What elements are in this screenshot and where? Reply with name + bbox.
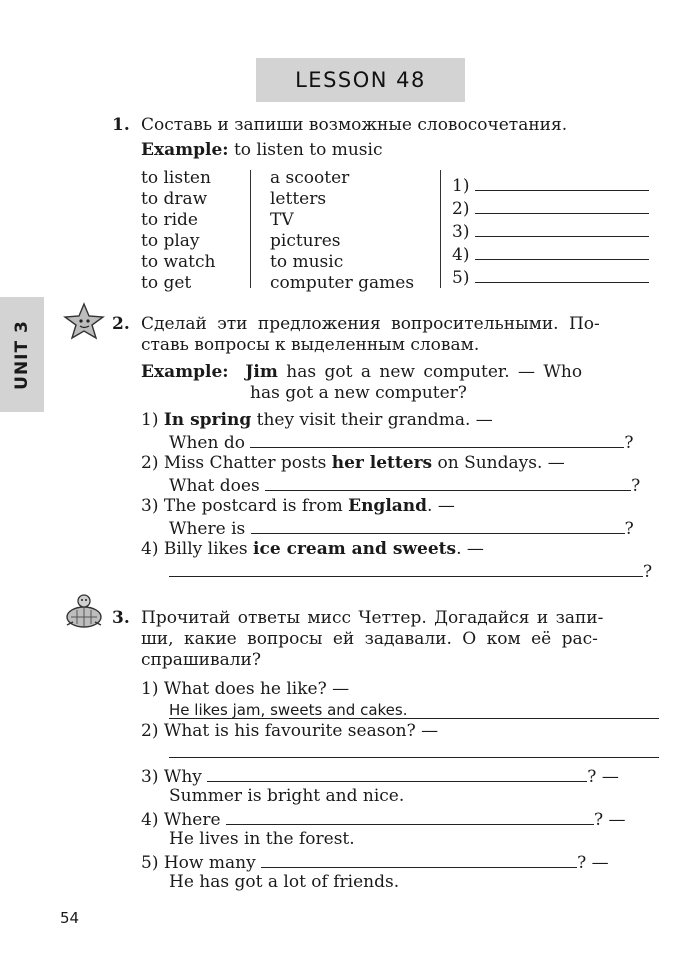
item-text: The postcard is from — [163, 496, 343, 516]
ex3-item — [141, 679, 349, 700]
item-number: 3) — [141, 767, 159, 787]
ex2-example-bold: Jim — [245, 362, 278, 382]
ex2-item — [141, 410, 493, 431]
verb-item: to ride — [141, 210, 198, 230]
item-text: Miss Chatter posts — [163, 453, 327, 473]
ex2-instruction-l1 — [141, 314, 659, 335]
noun-item: pictures — [270, 231, 341, 251]
answer-blank[interactable] — [169, 560, 643, 577]
item-number: 2) — [141, 721, 159, 741]
verb-item: to watch — [141, 252, 216, 272]
answer-blank[interactable] — [226, 808, 594, 825]
item-number: 5) — [141, 853, 159, 873]
ex3-answer-line — [169, 700, 659, 719]
ex3-instruction-l2: ши, какие вопросы ей задавали. О ком её рас- — [141, 629, 598, 649]
answer-number: 4) — [452, 245, 470, 265]
item-end: ? — [624, 433, 634, 453]
unit-tab — [0, 297, 44, 412]
ex2-instruction-text: Сделай эти предложения вопросительными. По- — [141, 314, 600, 334]
ex1-answer-lines — [452, 174, 649, 289]
item-text: Billy likes — [163, 539, 248, 559]
item-bold: In spring — [163, 410, 252, 430]
item-text: they visit their grandma. — — [256, 410, 493, 430]
ex1-example-text: to listen to music — [233, 140, 383, 160]
ex3-item — [141, 808, 625, 831]
item-number: 3) — [141, 496, 159, 516]
unit-tab-label: UNIT 3 — [12, 319, 32, 390]
ex3-instruction-l1: Прочитай ответы мисс Четтер. Догадайся и запи- — [141, 608, 604, 628]
answer-blank[interactable] — [261, 851, 577, 868]
ex2-number: 2. — [112, 314, 130, 334]
verb-item: to draw — [141, 189, 208, 209]
lesson-title: LESSON 48 — [256, 58, 465, 102]
answer-blank[interactable] — [475, 243, 649, 260]
ex1-verb-column — [141, 168, 215, 294]
item-bold: England — [348, 496, 428, 516]
ex1-answer-row — [452, 243, 649, 266]
answer-blank[interactable] — [251, 517, 625, 534]
ex2-example — [141, 362, 659, 383]
item-end: ? — — [593, 810, 626, 830]
answer-blank[interactable] — [250, 431, 624, 448]
ex2-item — [141, 453, 565, 474]
ex2-item-answer — [169, 431, 633, 454]
item-end: ? — [631, 476, 641, 496]
ex1-example-label: Example: — [141, 140, 229, 160]
item-number: 1) — [141, 679, 159, 699]
ex2-item — [141, 539, 484, 560]
noun-item: computer games — [270, 273, 415, 293]
ex1-divider-2 — [440, 170, 441, 288]
ex2-instruction-l2: ставь вопросы к выделенным словам. — [141, 335, 480, 355]
ex1-answer-row — [452, 197, 649, 220]
item-end: ? — — [577, 853, 609, 873]
item-text: . — — [427, 496, 455, 516]
ex3-item-answer: He has got a lot of friends. — [169, 872, 400, 892]
answer-blank[interactable] — [475, 266, 649, 283]
ex3-item-answer: Summer is bright and nice. — [169, 786, 405, 806]
item-text: Where — [163, 810, 221, 830]
answer-blank[interactable] — [475, 220, 649, 237]
page-number: 54 — [60, 909, 80, 927]
ex2-item — [141, 496, 455, 517]
ex2-example-label: Example: — [141, 362, 229, 382]
verb-item: to listen — [141, 168, 211, 188]
item-number: 4) — [141, 810, 159, 830]
ex3-number: 3. — [112, 608, 130, 628]
answer-blank[interactable] — [475, 174, 649, 191]
ex3-item — [141, 721, 438, 742]
item-text: What does he like? — — [163, 679, 350, 699]
item-bold: ice cream and sweets — [253, 539, 457, 559]
turtle-icon — [63, 592, 105, 637]
noun-item: TV — [270, 210, 294, 230]
ex1-answer-row — [452, 174, 649, 197]
item-text: Why — [163, 767, 202, 787]
ex1-answer-row — [452, 266, 649, 289]
noun-item: letters — [270, 189, 327, 209]
ex2-item-answer — [169, 474, 640, 497]
item-text: How many — [163, 853, 256, 873]
answer-number: 3) — [452, 222, 470, 242]
ex2-item-answer — [169, 517, 634, 540]
answer-number: 2) — [452, 199, 470, 219]
item-end: ? — [643, 562, 653, 582]
verb-item: to get — [141, 273, 192, 293]
answer-blank[interactable] — [265, 474, 631, 491]
item-bold: her letters — [331, 453, 433, 473]
ex2-example-rest: has got a new computer. — Who — [286, 362, 583, 382]
item-text: on Sundays. — — [437, 453, 565, 473]
verb-item: to play — [141, 231, 200, 251]
item-prompt: Where is — [169, 519, 246, 539]
ex3-item — [141, 851, 609, 874]
ex1-number: 1. — [112, 115, 130, 135]
answer-blank[interactable] — [207, 765, 587, 782]
item-text: . — — [456, 539, 484, 559]
item-prompt: When do — [169, 433, 245, 453]
ex3-item — [141, 765, 619, 788]
ex3-instruction-l3: спрашивали? — [141, 650, 261, 670]
item-prompt: What does — [169, 476, 260, 496]
ex1-answer-row — [452, 220, 649, 243]
item-end: ? — — [587, 767, 619, 787]
ex1-divider-1 — [250, 170, 251, 288]
ex1-example — [141, 140, 383, 161]
item-number: 2) — [141, 453, 159, 473]
item-number: 4) — [141, 539, 159, 559]
answer-number: 5) — [452, 268, 470, 288]
answer-blank[interactable] — [169, 757, 659, 758]
noun-item: to music — [270, 252, 344, 272]
noun-item: a scooter — [270, 168, 350, 188]
star-icon — [63, 302, 105, 345]
ex1-instruction: Составь и запиши возможные словосочетания. — [141, 115, 568, 135]
answer-number: 1) — [452, 176, 470, 196]
ex2-example-l2: has got a new computer? — [250, 383, 467, 403]
answer-blank[interactable] — [475, 197, 649, 214]
item-text: What is his favourite season? — — [163, 721, 439, 741]
ex3-item-answer: He lives in the forest. — [169, 829, 355, 849]
ex2-item-answer — [169, 560, 652, 583]
item-number: 1) — [141, 410, 159, 430]
item-end: ? — [624, 519, 634, 539]
ex1-noun-column — [270, 168, 414, 294]
handwritten-answer: He likes jam, sweets and cakes. — [169, 701, 408, 719]
